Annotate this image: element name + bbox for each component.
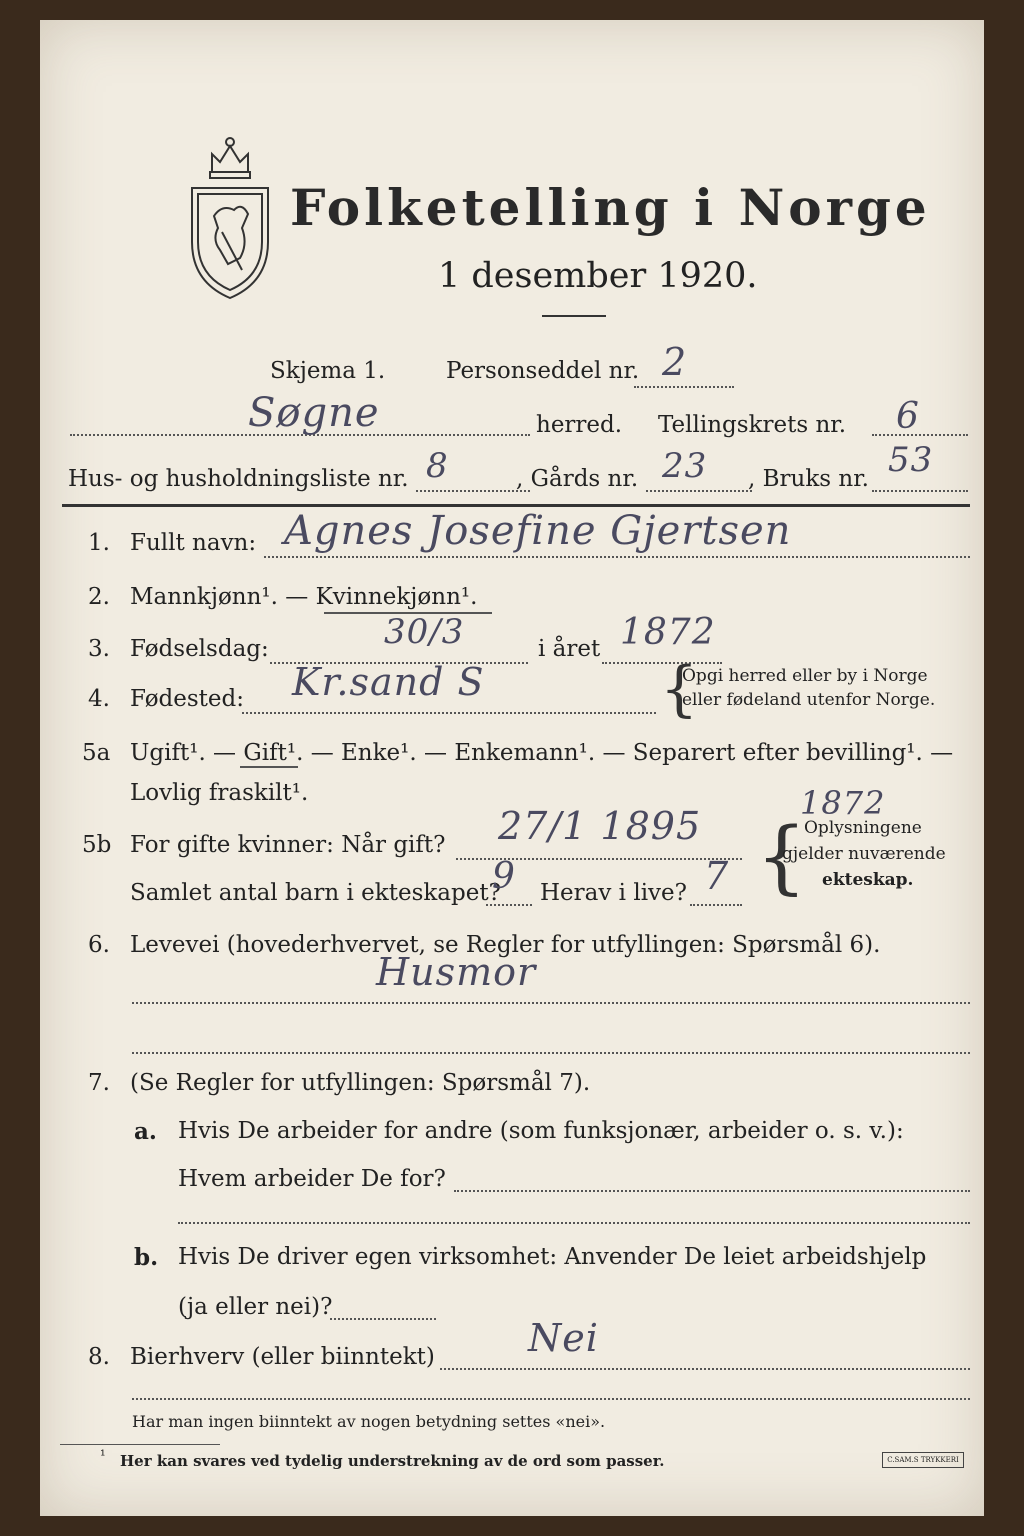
form-title: Folketelling i Norge <box>290 178 931 237</box>
q5b-number: 5b <box>82 832 112 858</box>
footer-note: Har man ingen biinntekt av nogen betydning settes «nei». <box>132 1412 606 1431</box>
q6-label: Levevei (hovederhvervet, se Regler for utfyllingen: Spørsmål 6). <box>130 932 881 958</box>
marriage-extra-value: 1872 <box>800 784 886 822</box>
q5a-label-line2: Lovlig fraskilt¹. <box>130 780 309 806</box>
occupation-value[interactable]: Husmor <box>376 950 537 994</box>
hus-value[interactable]: 8 <box>426 446 449 486</box>
q5a-number: 5a <box>82 740 111 766</box>
skjema-label: Skjema 1. <box>270 358 386 384</box>
q7b-letter: b. <box>134 1244 159 1271</box>
q4-note-line2: eller fødeland utenfor Norge. <box>682 690 936 710</box>
q7a-letter: a. <box>134 1118 157 1145</box>
herred-value[interactable]: Søgne <box>248 390 380 436</box>
hus-label: Hus- og husholdningsliste nr. <box>68 466 409 492</box>
bruks-label: , Bruks nr. <box>748 466 869 492</box>
footnote-mark: ¹ <box>100 1448 106 1464</box>
q5b-note-line3: ekteskap. <box>822 870 914 890</box>
gards-value[interactable]: 23 <box>662 446 708 486</box>
coat-of-arms-icon <box>182 132 278 302</box>
bruks-value[interactable]: 53 <box>888 440 934 480</box>
q7a-label: Hvis De arbeider for andre (som funksjonær, arbeider o. s. v.): <box>178 1118 904 1144</box>
title-divider <box>542 315 606 317</box>
q2-label: Mannkjønn¹. — Kvinnekjønn¹. <box>130 584 478 610</box>
barn-label: Samlet antal barn i ekteskapet? <box>130 880 501 906</box>
q8-label: Bierhverv (eller biinntekt) <box>130 1344 435 1370</box>
printer-stamp: C.SAM.S TRYKKERI <box>882 1452 964 1468</box>
q4-number: 4. <box>88 686 110 712</box>
children-alive-value[interactable]: 7 <box>704 854 730 898</box>
year-label: i året <box>538 636 601 662</box>
q7b-label: Hvis De driver egen virksomhet: Anvender De leiet arbeidshjelp <box>178 1244 927 1270</box>
full-name-value[interactable]: Agnes Josefine Gjertsen <box>284 508 792 554</box>
personseddel-label: Personseddel nr. <box>446 358 640 384</box>
children-total-value[interactable]: 9 <box>492 856 516 897</box>
q7b-label-line2: (ja eller nei)? <box>178 1294 333 1320</box>
q1-number: 1. <box>88 530 110 556</box>
footnote-text: Her kan svares ved tydelig understrekning av de ord som passer. <box>120 1452 665 1470</box>
gards-label: , Gårds nr. <box>516 466 639 492</box>
personseddel-value[interactable]: 2 <box>662 340 688 384</box>
brace-icon: { <box>756 810 807 903</box>
q4-label: Fødested: <box>130 686 245 712</box>
q4-note-line1: Opgi herred eller by i Norge <box>682 666 928 686</box>
birthdate-value[interactable]: 30/3 <box>384 612 465 652</box>
herred-label: herred. <box>536 412 623 438</box>
form-date: 1 desember 1920. <box>438 256 758 296</box>
brace-icon: { <box>660 654 699 724</box>
marriage-date-value[interactable]: 27/1 1895 <box>498 804 702 848</box>
q5a-label: Ugift¹. — Gift¹. — Enke¹. — Enkemann¹. — Separert efter bevilling¹. — <box>130 740 954 766</box>
q1-label: Fullt navn: <box>130 530 257 556</box>
census-form-page <box>40 20 984 1516</box>
q5b-note-line2: gjelder nuværende <box>782 844 946 864</box>
side-income-value[interactable]: Nei <box>528 1316 599 1360</box>
header-rule <box>62 504 970 507</box>
birthplace-value[interactable]: Kr.sand S <box>292 660 485 704</box>
q3-label: Fødselsdag: <box>130 636 269 662</box>
birth-year-value[interactable]: 1872 <box>620 612 716 653</box>
footnote-rule <box>60 1444 220 1445</box>
q3-number: 3. <box>88 636 110 662</box>
q7-number: 7. <box>88 1070 110 1096</box>
gift-underline <box>240 766 298 768</box>
q7a-label-line2: Hvem arbeider De for? <box>178 1166 446 1192</box>
tellingskrets-value[interactable]: 6 <box>896 396 920 437</box>
q2-number: 2. <box>88 584 110 610</box>
q8-number: 8. <box>88 1344 110 1370</box>
tellingskrets-label: Tellingskrets nr. <box>658 412 847 438</box>
q6-number: 6. <box>88 932 110 958</box>
q5b-label: For gifte kvinner: Når gift? <box>130 832 446 858</box>
q5b-note-line1: Oplysningene <box>804 818 922 838</box>
live-label: Herav i live? <box>540 880 687 906</box>
q7-label: (Se Regler for utfyllingen: Spørsmål 7). <box>130 1070 591 1096</box>
